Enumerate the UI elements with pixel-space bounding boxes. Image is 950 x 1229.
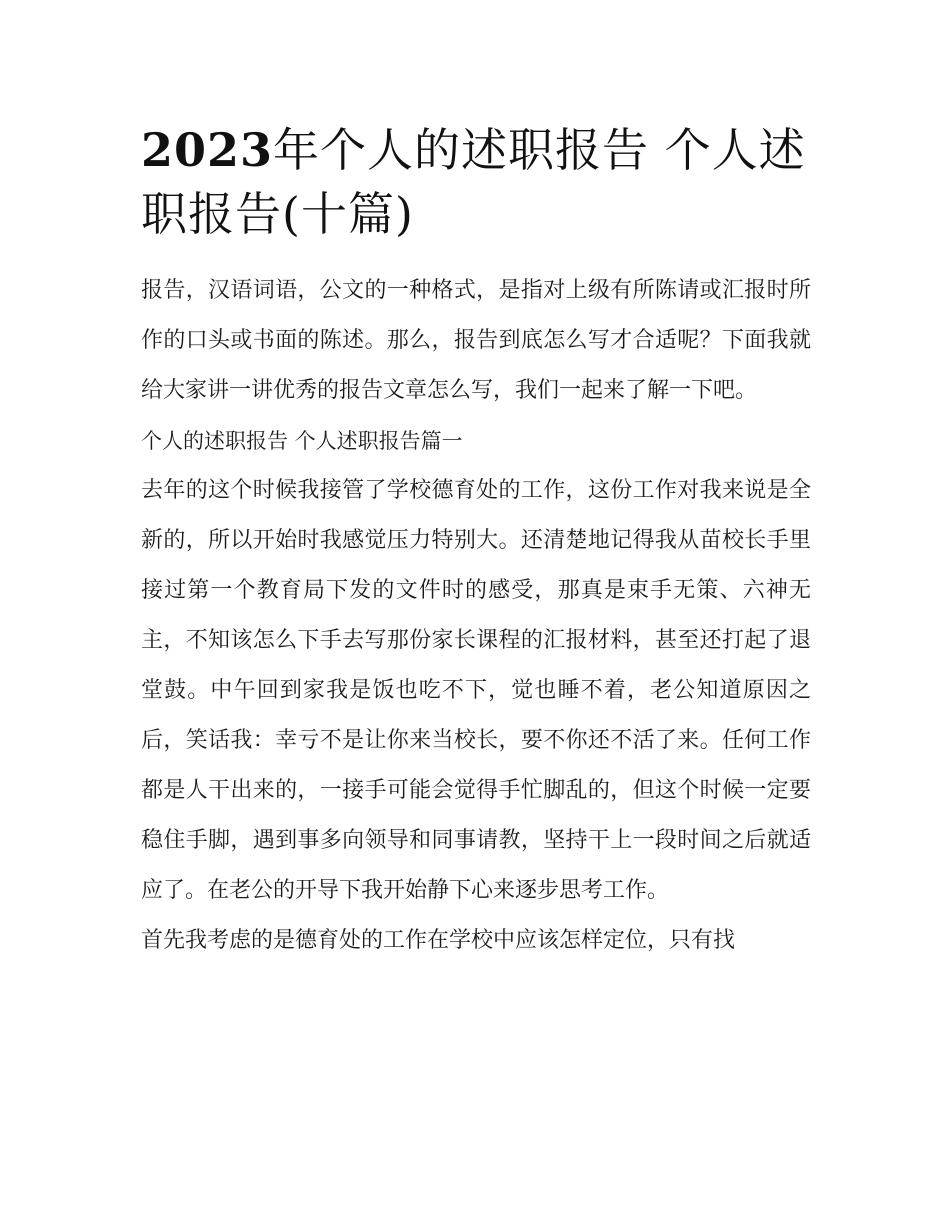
body-paragraph-2: 首先我考虑的是德育处的工作在学校中应该怎样定位，只有找 bbox=[141, 928, 736, 953]
body-paragraph-1: 去年的这个时候我接管了学校德育处的工作，这份工作对我来说是全新的，所以开始时我感觉压力特别大。还清楚地记得我从苗校长手里接过第一个教育局下发的文件时的感受，那真是束手无策、六神无主，不知该怎么下手去写那份家长课程的汇报材料，甚至还打起了退堂鼓。中午回到家我是饭也吃不下，觉也睡不着，老公知道原因之后，笑话我：幸亏不是让你来当校长，要不你还不活了来。任何工作都是人干出来的，一接手可能会觉得手忙脚乱的，但这个时候一定要稳住手脚，遇到事多向领导和同事请教，坚持干上一段时间之后就适应了。在老公的开导下我开始静下心来逐步思考工作。 bbox=[141, 478, 811, 903]
document-content bbox=[141, 118, 811, 966]
section-heading: 个人的述职报告 个人述职报告篇一 bbox=[141, 429, 463, 453]
intro-paragraph: 报告，汉语词语，公文的一种格式，是指对上级有所陈请或汇报时所作的口头或书面的陈述。那么，报告到底怎么写才合适呢？下面我就给大家讲一讲优秀的报告文章怎么写，我们一起来了解一下吧。 bbox=[141, 278, 811, 403]
document-title bbox=[141, 118, 811, 246]
title-year: 2023 bbox=[141, 123, 274, 177]
title-text: 年个人的述职报告 个人述职报告(十篇) bbox=[141, 123, 806, 241]
